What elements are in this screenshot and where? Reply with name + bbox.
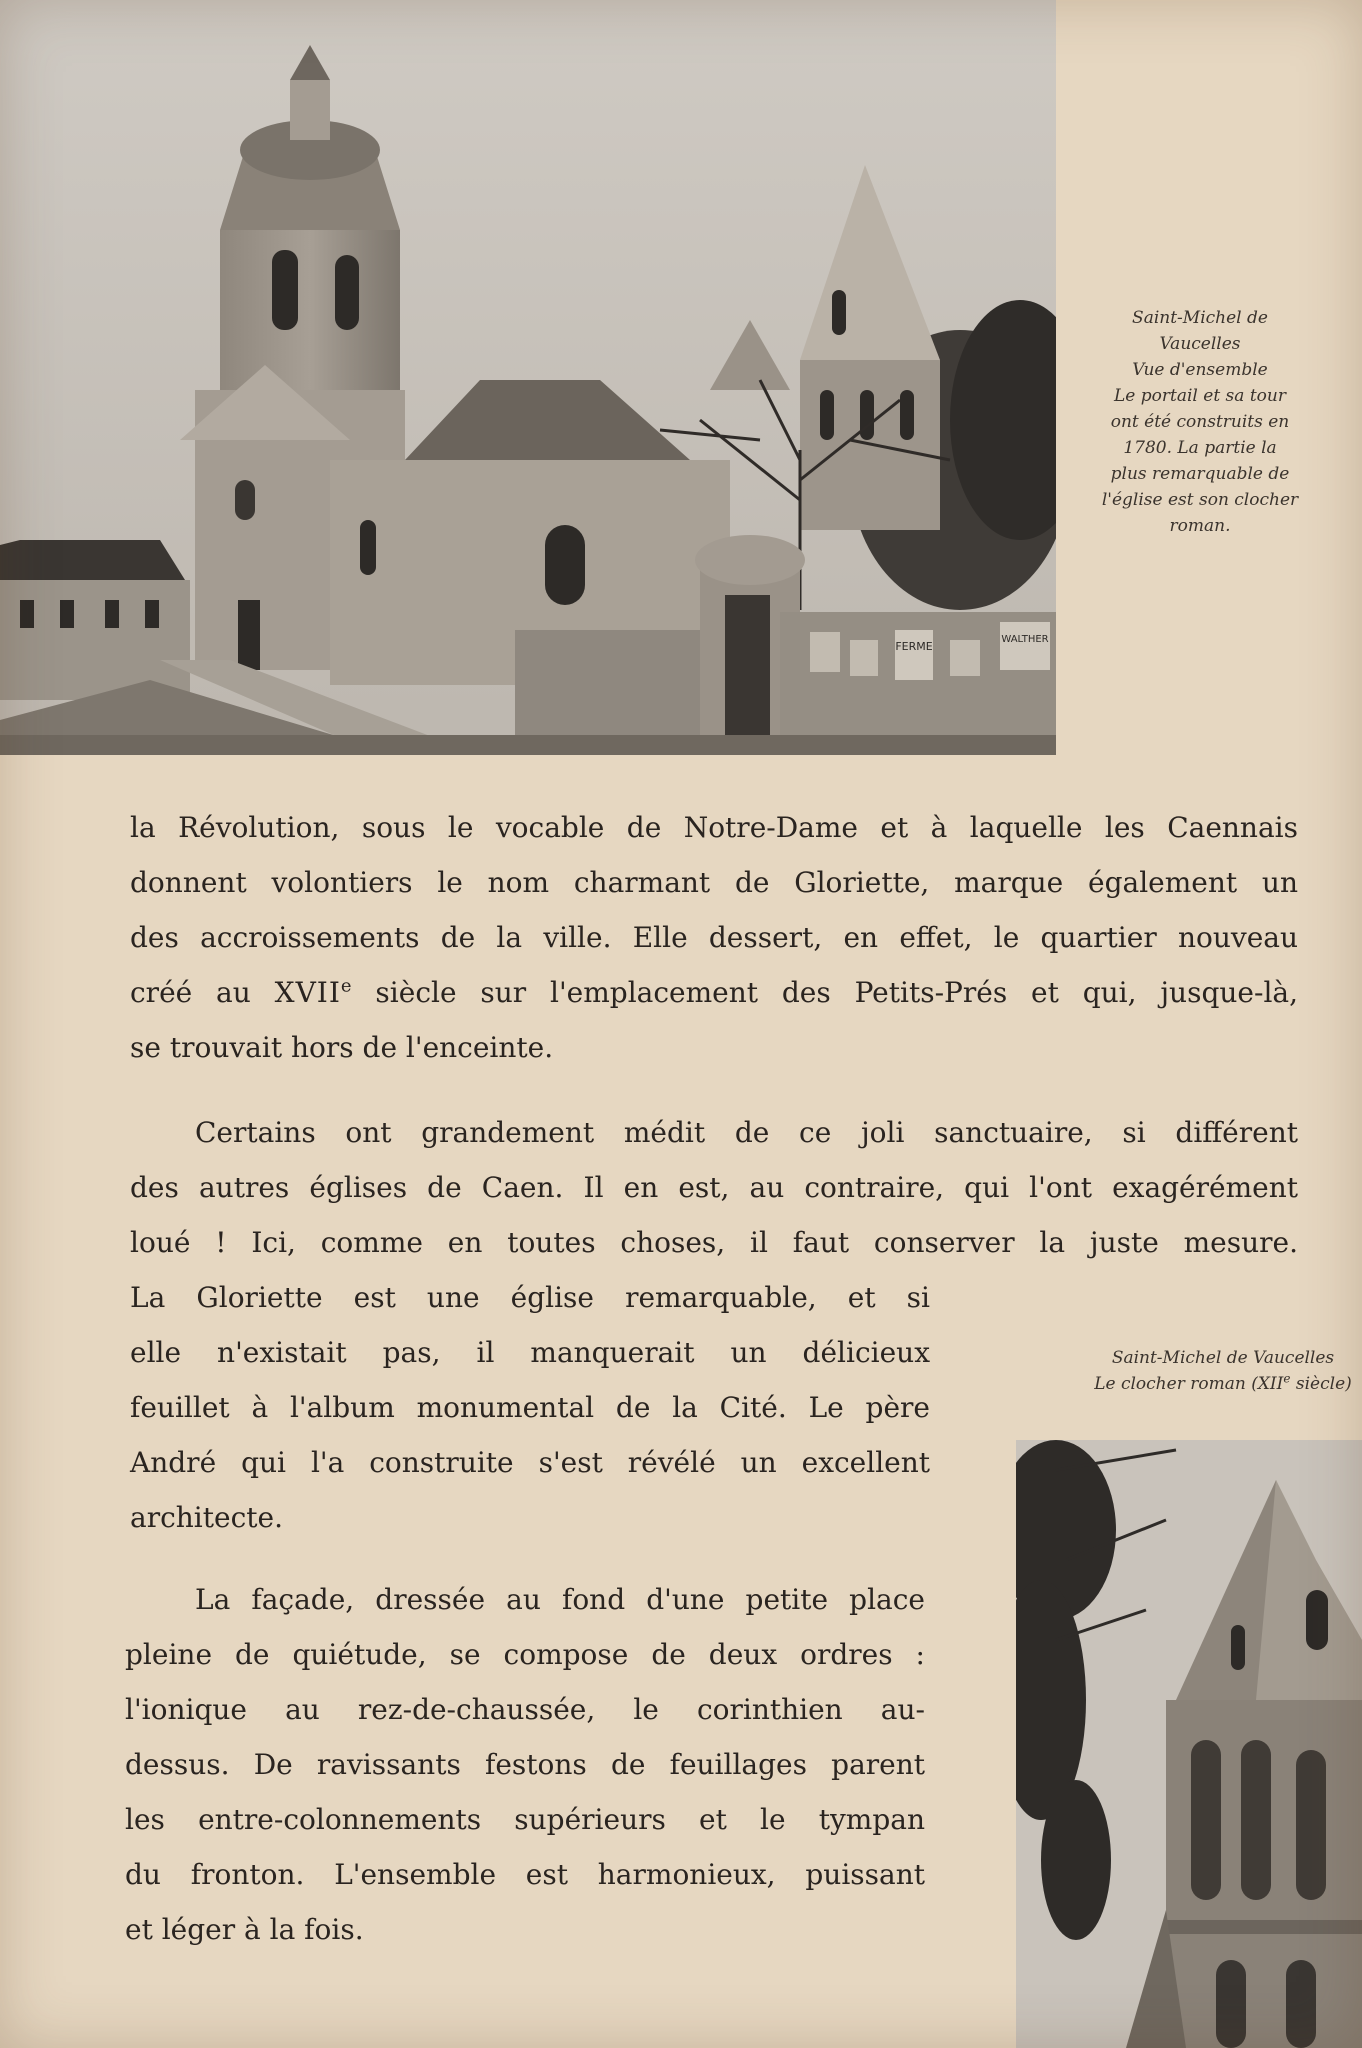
text-line: les entre-colonnements supérieurs et le tympan — [125, 1803, 925, 1836]
caption-fragment: siècle) — [1290, 1374, 1352, 1394]
caption-line: 1780. La partie la — [1123, 438, 1277, 458]
century-superscript: e — [340, 975, 352, 997]
text-line: Certains ont grandement médit de ce joli sanctuaire, si différent — [195, 1116, 1298, 1149]
bell-tower-illustration — [1016, 1440, 1362, 2048]
paragraph-gloriette-intro — [130, 800, 1298, 1075]
text-line: dessus. De ravissants festons de feuillages parent — [125, 1748, 925, 1781]
caption-line: Vue d'ensemble — [1132, 360, 1268, 380]
caption-superscript: e — [1283, 1371, 1291, 1386]
text-line: se trouvait hors de l'enceinte. — [130, 1031, 554, 1064]
text-line: André qui l'a construite s'est révélé un excellent — [130, 1446, 930, 1479]
text-line: architecte. — [130, 1501, 283, 1534]
text-line: et léger à la fois. — [125, 1913, 364, 1946]
text-line: la Révolution, sous le vocable de Notre-Dame et à laquelle les Caennais — [130, 811, 1298, 844]
text-line: des accroissements de la ville. Elle dessert, en effet, le quartier nouveau — [130, 921, 1298, 954]
church-overview-illustration — [0, 0, 1056, 755]
caption-line: Saint-Michel de Vaucelles — [1111, 1348, 1335, 1368]
caption-fragment: Le clocher roman (XII — [1094, 1374, 1284, 1394]
church-overview-photo — [0, 0, 1056, 755]
caption-line: plus remarquable de — [1110, 464, 1290, 484]
text-line: des autres églises de Caen. Il en est, au contraire, qui l'ont exagérément — [130, 1171, 1298, 1204]
paragraph-facade — [125, 1572, 925, 1957]
caption-bell-tower — [1078, 1345, 1362, 1397]
caption-line: Saint-Michel de — [1132, 308, 1268, 328]
text-line: La Gloriette est une église remarquable, et si — [130, 1281, 930, 1314]
bell-tower-photo — [1016, 1440, 1362, 2048]
poster-walther: WALTHER — [1001, 634, 1049, 645]
text-fragment: siècle sur l'emplacement des Petits-Prés et qui, jusque-là, — [351, 976, 1298, 1009]
caption-line — [1078, 1371, 1362, 1397]
caption-line: Le portail et sa tour — [1114, 386, 1286, 406]
century-numeral: XVII — [274, 976, 341, 1009]
text-line: du fronton. L'ensemble est harmonieux, puissant — [125, 1858, 925, 1891]
text-line: donnent volontiers le nom charmant de Gloriette, marque également un — [130, 866, 1298, 899]
text-line: loué ! Ici, comme en toutes choses, il faut conserver la juste mesure. — [130, 1226, 1298, 1259]
caption-line: ont été construits en — [1110, 412, 1290, 432]
text-line-century — [130, 965, 1298, 1020]
text-line: La façade, dressée au fond d'une petite place — [195, 1583, 925, 1616]
caption-overview — [1094, 305, 1306, 539]
caption-line: l'église est son clocher — [1101, 490, 1299, 510]
paragraph-sanctuary-cont — [130, 1270, 930, 1545]
text-line: pleine de quiétude, se compose de deux ordres : — [125, 1638, 925, 1671]
text-fragment: créé au — [130, 976, 275, 1009]
poster-ferme: FERME — [895, 640, 933, 653]
text-line: l'ionique au rez-de-chaussée, le corinthien au- — [125, 1693, 925, 1726]
paragraph-sanctuary — [130, 1105, 1298, 1270]
text-line: elle n'existait pas, il manquerait un délicieux — [130, 1336, 930, 1369]
caption-line: roman. — [1169, 516, 1231, 536]
caption-line: Vaucelles — [1159, 334, 1241, 354]
text-line: feuillet à l'album monumental de la Cité. Le père — [130, 1391, 930, 1424]
